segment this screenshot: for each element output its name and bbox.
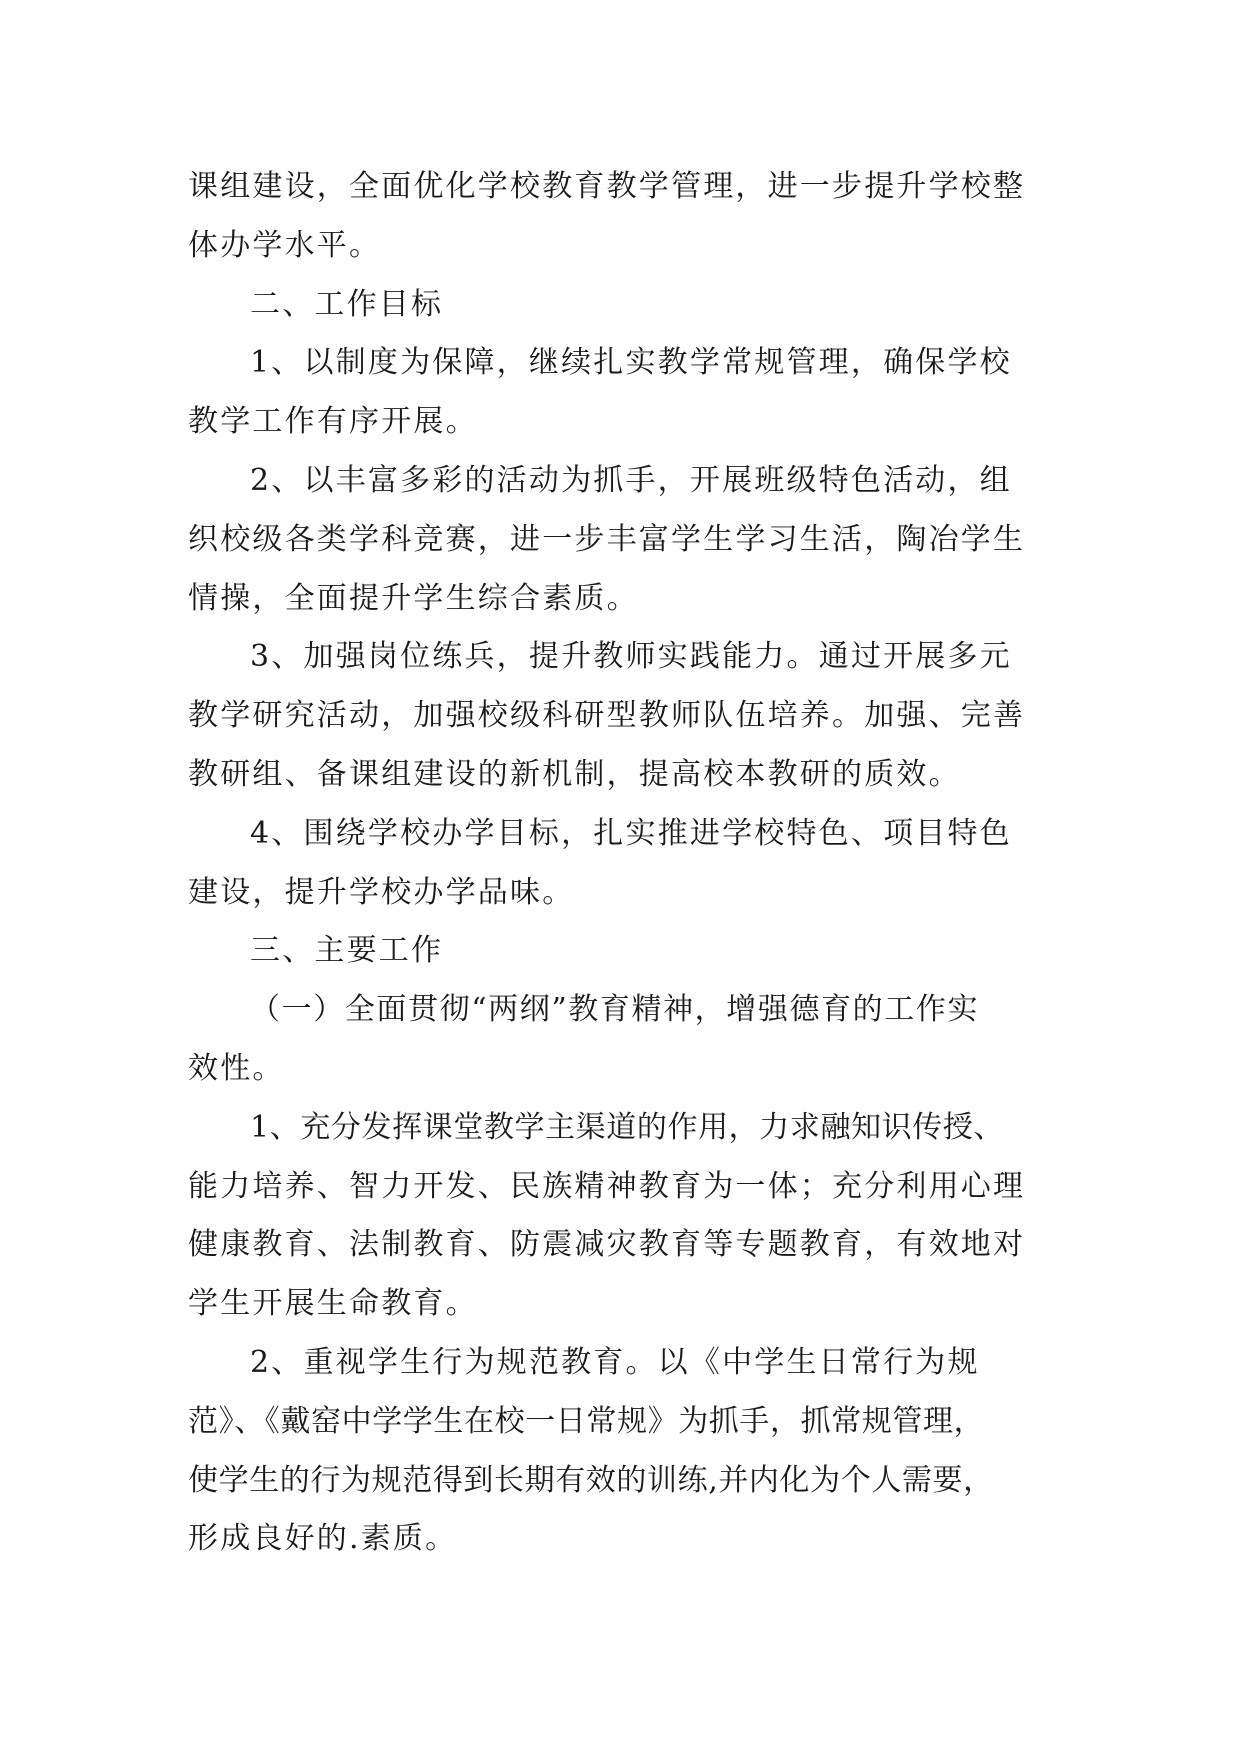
paragraph-line: 1、以制度为保障，继续扎实教学常规管理，确保学校 <box>250 345 1012 381</box>
paragraph-line: 课组建设，全面优化学校教育教学管理，进一步提升学校整 <box>188 169 1026 204</box>
paragraph-line: 能力培养、智力开发、民族精神教育为一体；充分利用心理 <box>188 1168 1026 1204</box>
paragraph-line: 2、以丰富多彩的活动为抓手，开展班级特色活动，组 <box>250 462 1012 498</box>
paragraph-line: 使学生的行为规范得到长期有效的训练,并内化为个人需要， <box>188 1462 994 1498</box>
paragraph-line: 形成良好的.素质。 <box>188 1521 458 1557</box>
paragraph-line: 4、围绕学校办学目标，扎实推进学校特色、项目特色 <box>250 815 1012 851</box>
subsection-heading: （一）全面贯彻“两纲”教育精神，增强德育的工作实 <box>250 992 980 1028</box>
paragraph-line: 建设，提升学校办学品味。 <box>188 874 575 910</box>
paragraph-line: 3、加强岗位练兵，提升教师实践能力。通过开展多元 <box>250 639 1012 675</box>
paragraph-line: 教学工作有序开展。 <box>188 404 478 440</box>
document-body <box>188 158 1058 1569</box>
paragraph-line: 2、重视学生行为规范教育。以《中学生日常行为规 <box>250 1344 980 1380</box>
paragraph-line: 体办学水平。 <box>188 227 382 263</box>
paragraph-line: 教学研究活动，加强校级科研型教师队伍培养。加强、完善 <box>188 698 1026 734</box>
paragraph-line: 织校级各类学科竞赛，进一步丰富学生学习生活，陶冶学生 <box>188 521 1026 557</box>
paragraph-line: 效性。 <box>188 1050 285 1086</box>
paragraph-line: 学生开展生命教育。 <box>188 1286 478 1322</box>
paragraph-line: 1、充分发挥课堂教学主渠道的作用，力求融知识传授、 <box>250 1109 1005 1145</box>
paragraph-line: 健康教育、法制教育、防震减灾教育等专题教育，有效地对 <box>188 1227 1026 1263</box>
paragraph-line: 情操，全面提升学生综合素质。 <box>188 580 639 616</box>
section-heading: 二、工作目标 <box>250 286 444 322</box>
paragraph-line: 教研组、备课组建设的新机制，提高校本教研的质效。 <box>188 756 961 792</box>
section-heading: 三、主要工作 <box>250 933 444 969</box>
paragraph-line: 范》、《戴窑中学学生在校一日常规》为抓手，抓常规管理， <box>188 1403 985 1439</box>
